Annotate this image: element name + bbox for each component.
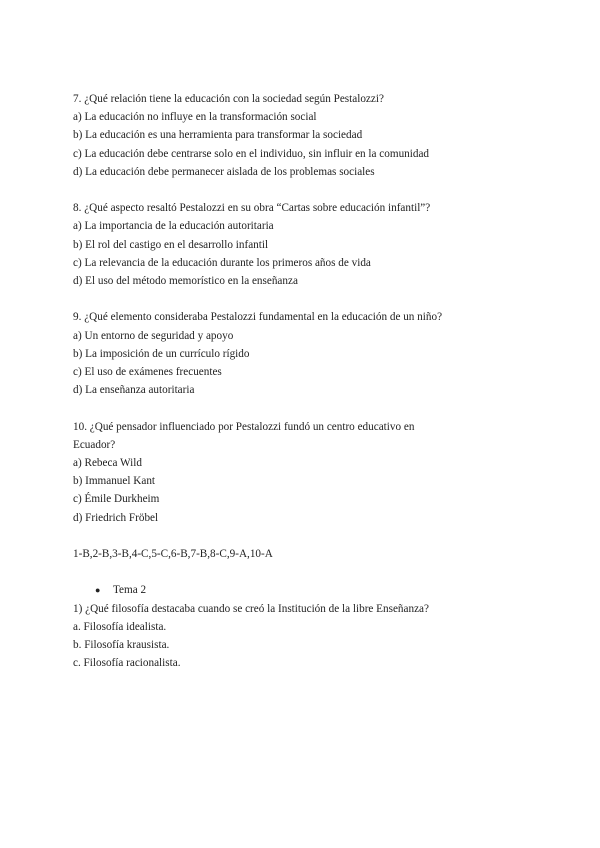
option-c: c. Filosofía racionalista. xyxy=(73,657,181,670)
question-10 xyxy=(73,418,453,527)
option-a: a) La importancia de la educación autoritaria xyxy=(73,220,274,233)
question-9 xyxy=(73,308,453,399)
answer-key: 1-B,2-B,3-B,4-C,5-C,6-B,7-B,8-C,9-A,10-A xyxy=(73,548,273,561)
question-text: 10. ¿Qué pensador influenciado por Pestalozzi fundó un centro educativo en Ecuador? xyxy=(73,420,415,451)
question-7 xyxy=(73,90,453,181)
option-b: b) La educación es una herramienta para transformar la sociedad xyxy=(73,129,363,142)
option-c: c) Émile Durkheim xyxy=(73,493,160,506)
question-text: 7. ¿Qué relación tiene la educación con la sociedad según Pestalozzi? xyxy=(73,93,384,105)
option-b: b) La imposición de un currículo rígido xyxy=(73,347,250,360)
section-heading xyxy=(73,581,453,599)
bullet-icon: ● xyxy=(95,585,101,596)
spacer xyxy=(73,399,453,417)
option-b: b. Filosofía krausista. xyxy=(73,639,170,652)
question-text: 1) ¿Qué filosofía destacaba cuando se creó la Institución de la libre Enseñanza? xyxy=(73,602,429,615)
option-d: d) Friedrich Fröbel xyxy=(73,511,159,524)
option-c: c) La educación debe centrarse solo en el individuo, sin influir en la comunidad xyxy=(73,147,430,160)
question-t2-1 xyxy=(73,600,453,673)
question-text: 8. ¿Qué aspecto resaltó Pestalozzi en su obra “Cartas sobre educación infantil”? xyxy=(73,202,431,215)
option-c: c) La relevancia de la educación durante los primeros años de vida xyxy=(73,256,371,269)
option-b: b) El rol del castigo en el desarrollo infantil xyxy=(73,238,269,251)
document-content xyxy=(73,90,453,672)
option-d: d) La enseñanza autoritaria xyxy=(73,384,195,397)
spacer xyxy=(73,290,453,308)
option-d: d) El uso del método memorístico en la enseñanza xyxy=(73,275,298,288)
option-b: b) Immanuel Kant xyxy=(73,475,156,488)
option-c: c) El uso de exámenes frecuentes xyxy=(73,366,222,379)
option-a: a) Un entorno de seguridad y apoyo xyxy=(73,329,234,342)
option-a: a. Filosofía idealista. xyxy=(73,620,167,633)
option-a: a) Rebeca Wild xyxy=(73,457,142,470)
spacer xyxy=(73,527,453,545)
section-label: Tema 2 xyxy=(113,584,147,597)
spacer xyxy=(73,563,453,581)
question-text: 9. ¿Qué elemento consideraba Pestalozzi fundamental en la educación de un niño? xyxy=(73,311,443,324)
spacer xyxy=(73,181,453,199)
question-8 xyxy=(73,199,453,290)
option-a: a) La educación no influye en la transformación social xyxy=(73,111,317,124)
option-d: d) La educación debe permanecer aislada de los problemas sociales xyxy=(73,165,375,178)
